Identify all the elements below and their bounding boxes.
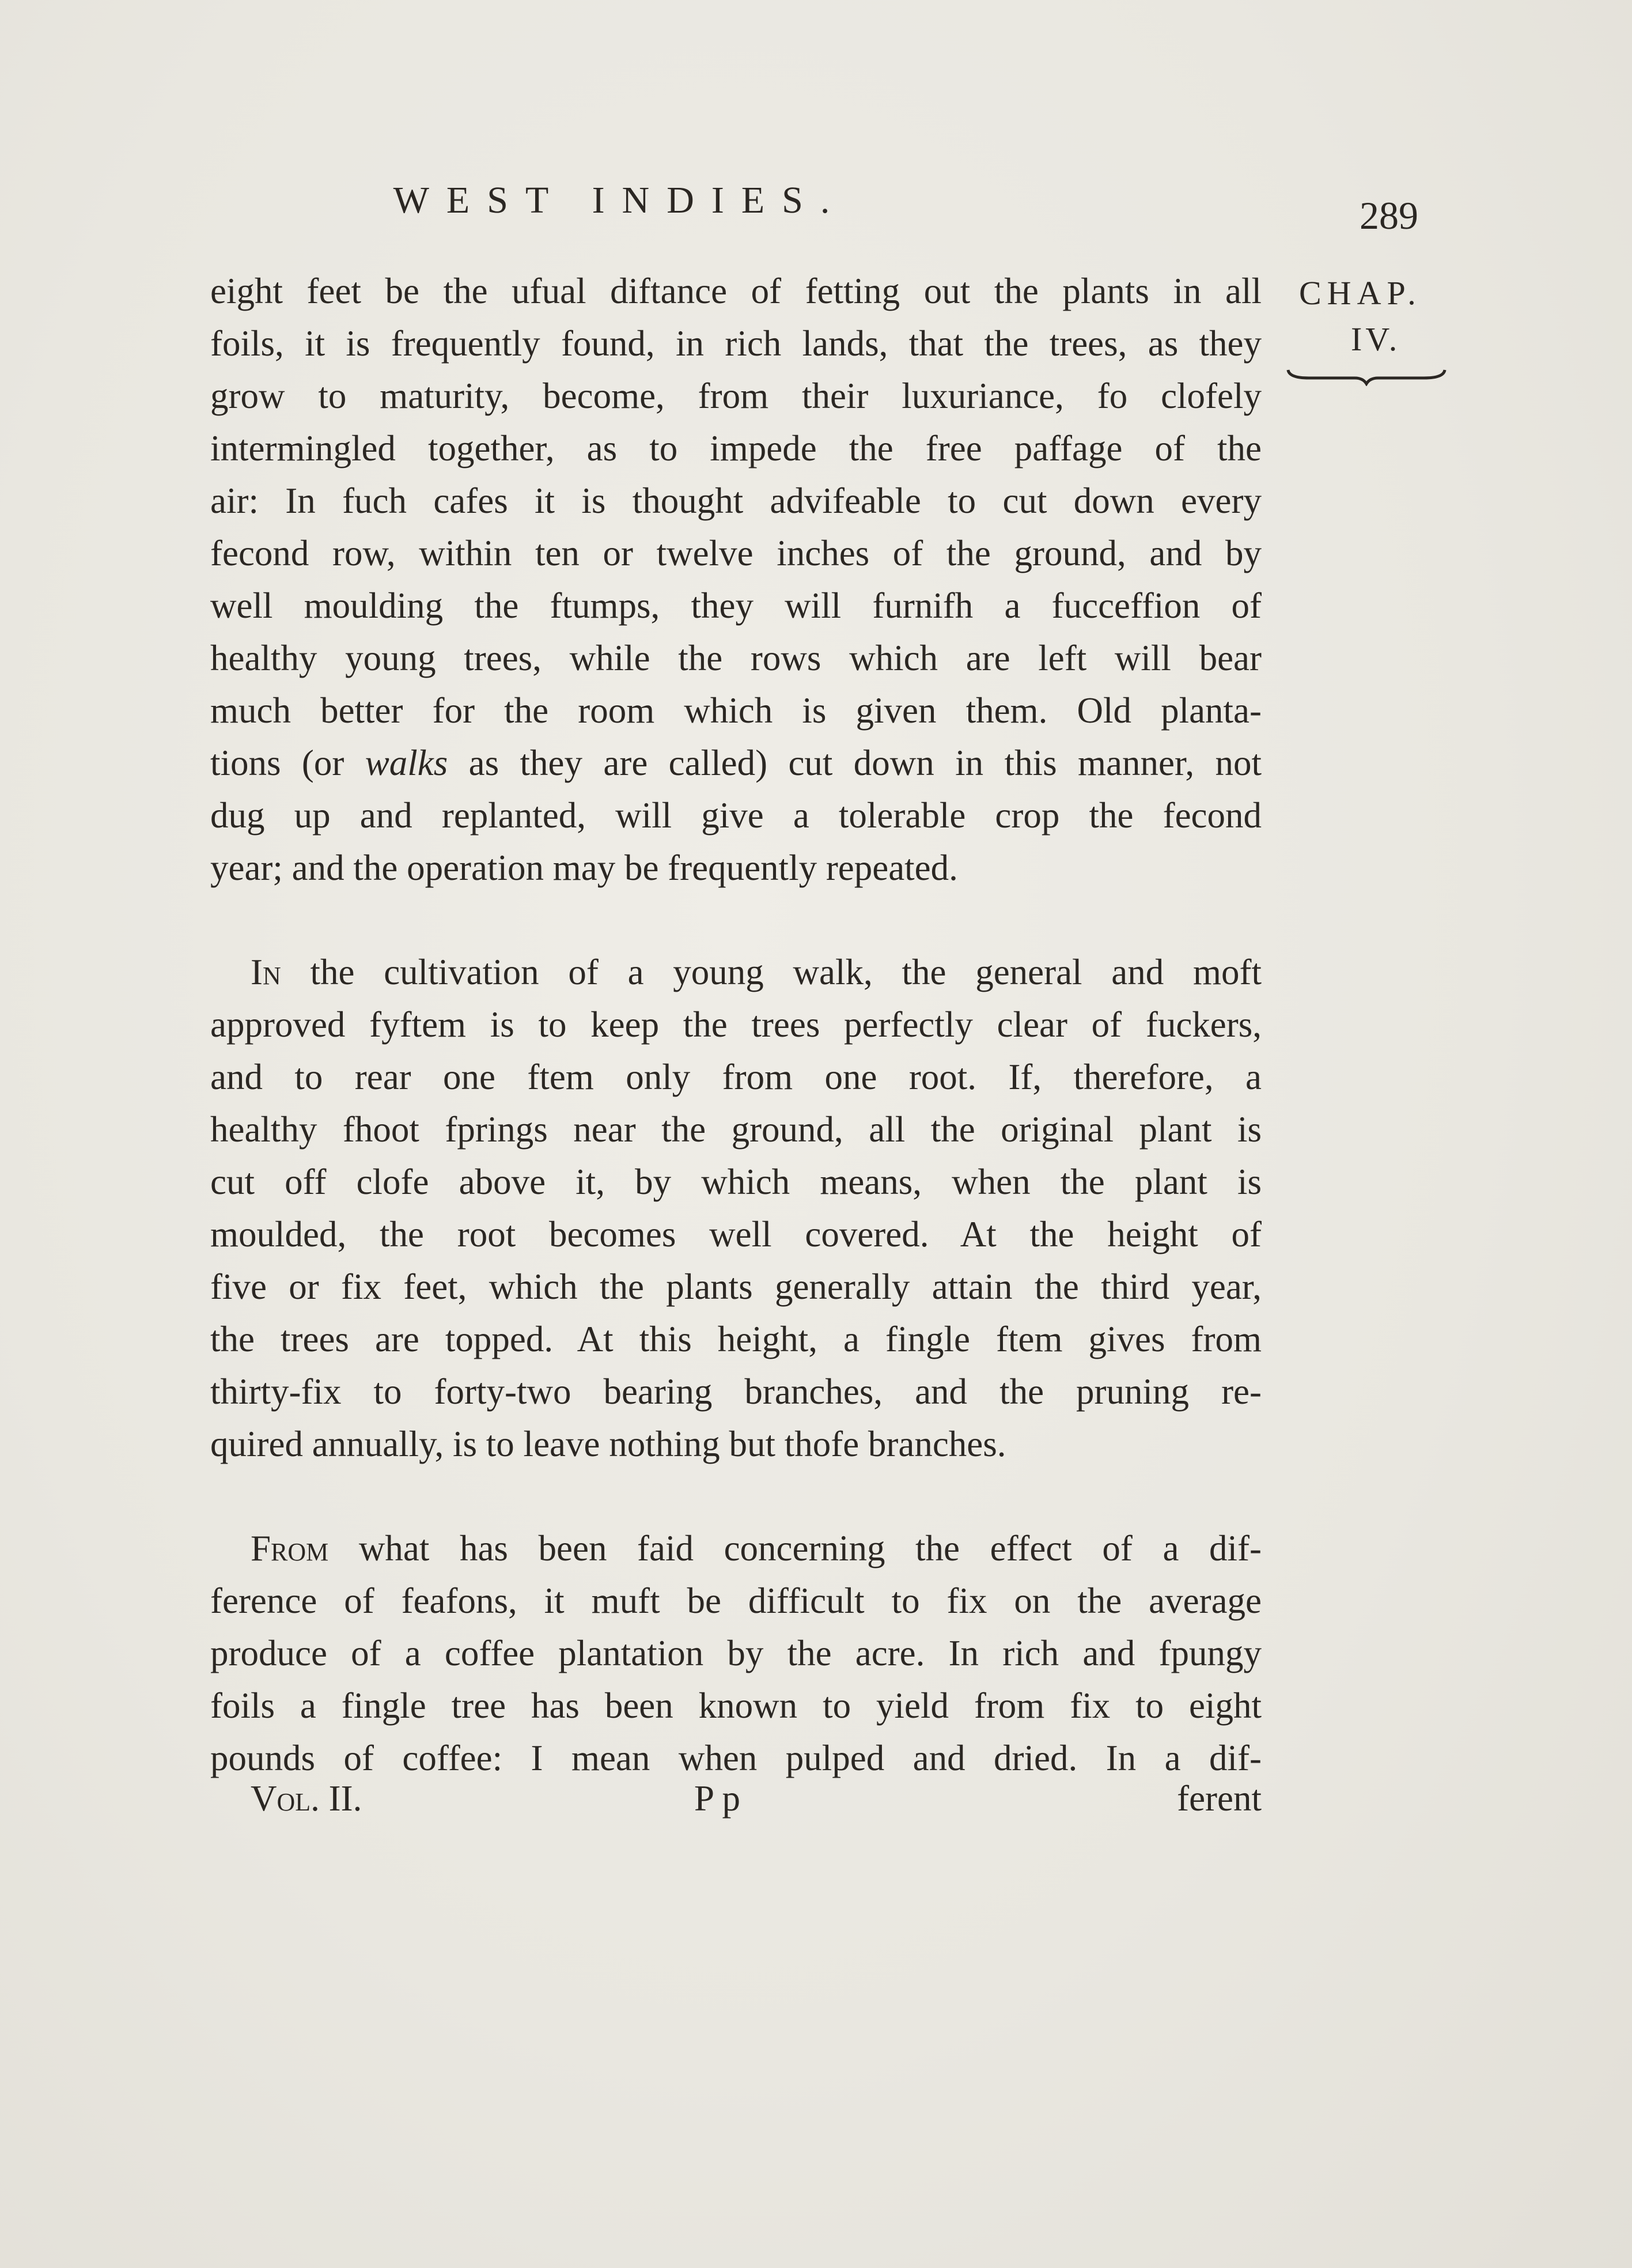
text-line: much better for the room which is given them. Old planta- — [210, 690, 1262, 731]
text-line: ference of feafons, it muft be difficult to fix on the average — [210, 1581, 1262, 1621]
text-line: air: In fuch cafes it is thought advifeable to cut down every — [210, 481, 1262, 521]
volume-mark: Vol. II. — [251, 1778, 362, 1819]
page-number: 289 — [1360, 194, 1418, 237]
paragraph — [210, 265, 1262, 894]
text-fragment: as they are called) cut down in this manner, not — [448, 743, 1262, 783]
text-line: well moulding the ftumps, they will furnifh a fucceffion of — [210, 585, 1262, 626]
paragraph-gap — [210, 1471, 1262, 1522]
text-line — [210, 1522, 1262, 1575]
text-line: thirty-fix to forty-two bearing branches, and the pruning re- — [210, 1371, 1262, 1412]
text-line: foils, it is frequently found, in rich lands, that the trees, as they — [210, 323, 1262, 364]
text-line: foils a fingle tree has been known to yield from fix to eight — [210, 1685, 1262, 1726]
text-line: produce of a coffee plantation by the acre. In rich and fpungy — [210, 1633, 1262, 1673]
text-line: five or fix feet, which the plants generally attain the third year, — [210, 1267, 1262, 1307]
catchword: ferent — [1177, 1778, 1262, 1819]
text-line: moulded, the root becomes well covered. At the height of — [210, 1214, 1262, 1254]
italic-word: walks — [365, 743, 448, 783]
text-line: eight feet be the ufual diftance of fetting out the plants in all — [210, 271, 1262, 311]
text-line: healthy young trees, while the rows which are left will bear — [210, 638, 1262, 678]
text-line: pounds of coffee: I mean when pulped and dried. In a dif- — [210, 1738, 1262, 1778]
paragraph-gap — [210, 894, 1262, 946]
brace-ornament — [1286, 363, 1447, 386]
lead-word: In — [251, 952, 281, 992]
text-fragment: tions (or — [210, 743, 365, 783]
page-footer — [210, 1778, 1262, 1829]
chapter-number: IV. — [1351, 320, 1401, 358]
text-line: dug up and replanted, will give a tolerable crop the fecond — [210, 795, 1262, 836]
text-line: the trees are topped. At this height, a fingle ftem gives from — [210, 1319, 1262, 1359]
lead-word: From — [251, 1528, 329, 1568]
text-line: and to rear one ftem only from one root. If, therefore, a — [210, 1057, 1262, 1097]
paragraph — [210, 946, 1262, 1471]
chapter-label: CHAP. — [1299, 274, 1422, 312]
text-line: year; and the operation may be frequently repeated. — [210, 848, 958, 888]
text-line: fecond row, within ten or twelve inches of the ground, and by — [210, 533, 1262, 573]
paragraph — [210, 1522, 1262, 1785]
text-line: healthy fhoot fprings near the ground, all the original plant is — [210, 1109, 1262, 1150]
text-fragment: what has been faid concerning the effect of a dif- — [328, 1528, 1262, 1568]
signature-mark: P p — [694, 1778, 740, 1819]
text-fragment: the cultivation of a young walk, the general and moft — [281, 952, 1262, 992]
text-line — [210, 946, 1262, 999]
text-line: cut off clofe above it, by which means, when the plant is — [210, 1162, 1262, 1202]
text-line: intermingled together, as to impede the free paffage of the — [210, 428, 1262, 468]
running-head: WEST INDIES. — [393, 179, 847, 221]
text-line — [210, 737, 1262, 789]
text-line: grow to maturity, become, from their luxuriance, fo clofely — [210, 376, 1262, 416]
text-line: quired annually, is to leave nothing but thofe branches. — [210, 1424, 1006, 1464]
body-text — [210, 265, 1262, 1785]
text-line: approved fyftem is to keep the trees perfectly clear of fuckers, — [210, 1004, 1262, 1045]
